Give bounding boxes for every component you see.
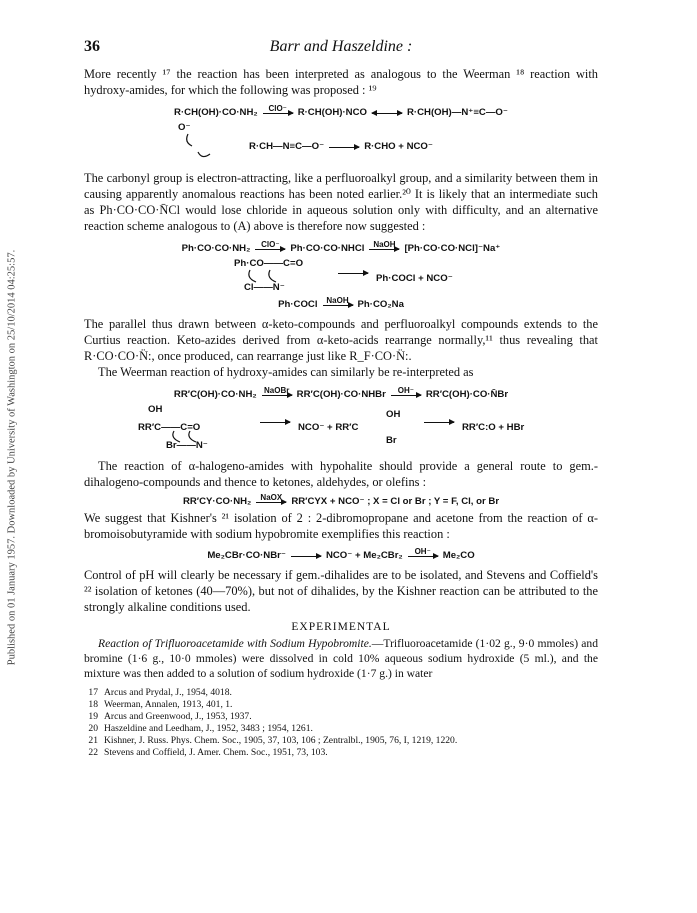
paragraph-6: We suggest that Kishner's ²¹ isolation of 2 : 2-dibromopropane and acetone from the reaction of α-bromoisobutyramide with sodium hypobromite exemplifies this reaction : bbox=[84, 511, 598, 541]
footnote: 17 Arcus and Prydal, J., 1954, 4018. bbox=[88, 687, 232, 698]
s4-bottom: Cl——N⁻ bbox=[244, 282, 285, 293]
footnote: 20 Haszeldine and Leedham, J., 1952, 3483 ; 1954, 1261. bbox=[88, 723, 313, 734]
s7-product: RR′C:O + HBr bbox=[462, 422, 525, 433]
s4-product: Ph·COCl + NCO⁻ bbox=[376, 273, 453, 284]
s6-arrow1: NaOBr bbox=[262, 386, 292, 400]
page bbox=[84, 38, 598, 759]
s5-reactant: Ph·COCl bbox=[278, 299, 318, 310]
paragraph-3: The parallel thus drawn between α-keto-compounds and perfluoroalkyl compounds extends to the Curtius reaction. Keto-azides derived from α-keto-acids rearrange normally,¹¹ thus revealing that R·CO·CO·N̈:, once produced, can rearrange just like R_F·CO·N̈:. bbox=[84, 317, 598, 363]
s3-arrow2: NaOH bbox=[369, 240, 399, 254]
paragraph-7: Control of pH will clearly be necessary if gem.-dihalides are to be isolated, and Stevens and Coffield's ²² isolation of ketones (40—70%), but not of dihalides, by the Kishner reaction can be attributed to the strongly alkaline conditions used. bbox=[84, 568, 598, 614]
s7-arrow1 bbox=[260, 413, 290, 427]
s9-intermediate: NCO⁻ + Me₂CBr₂ bbox=[325, 550, 403, 561]
s2-reactant: R·CH—N≡C—O⁻ bbox=[249, 141, 325, 152]
scheme-7 bbox=[84, 402, 598, 452]
s9-arrow1 bbox=[291, 547, 321, 561]
s3-product: [Ph·CO·CO·NCl]⁻Na⁺ bbox=[404, 243, 501, 254]
s4-arrow bbox=[338, 264, 368, 278]
s5-arrow: NaOH bbox=[323, 296, 353, 310]
s7-oh2: OH bbox=[386, 409, 401, 420]
s1-intermediate: R·CH(OH)·NCO bbox=[297, 107, 367, 118]
scheme-3 bbox=[84, 240, 598, 254]
s9-arrow2: OH⁻ bbox=[408, 547, 438, 561]
paragraph-4: The Weerman reaction of hydroxy-amides can similarly be re-interpreted as bbox=[98, 365, 474, 379]
s1-arrow1: ClO⁻ bbox=[263, 104, 293, 118]
s6-product: RR′C(OH)·CO·N̄Br bbox=[425, 389, 509, 400]
scheme-6 bbox=[84, 386, 598, 400]
running-title: Barr and Haszeldine : bbox=[269, 38, 413, 55]
s4-top: Ph·CO——C=O bbox=[234, 258, 304, 269]
scheme-9 bbox=[84, 547, 598, 561]
s8-product: RR′CYX + NCO⁻ ; X = Cl or Br ; Y = F, Cl, or Br bbox=[291, 496, 500, 507]
s2-oxide: O⁻ bbox=[178, 122, 191, 133]
s3-intermediate: Ph·CO·CO·NHCl bbox=[290, 243, 365, 254]
footnotes bbox=[84, 687, 598, 759]
s2-arrow bbox=[329, 138, 359, 152]
s7-arrow2 bbox=[424, 413, 454, 427]
s7-oh: OH bbox=[148, 404, 163, 415]
download-notice: Published on 01 January 1957. Downloaded by University of Washington on 25/10/2014 04:25:57. bbox=[6, 249, 18, 666]
s8-arrow: NaOX bbox=[256, 493, 286, 507]
scheme-8 bbox=[84, 493, 598, 507]
s5-product: Ph·CO₂Na bbox=[357, 299, 404, 310]
s1-arrow2 bbox=[372, 104, 402, 118]
s7-bottom: Br——N⁻ bbox=[166, 440, 208, 451]
experimental-paragraph bbox=[84, 636, 598, 681]
s7-intermediate: NCO⁻ + RR′C bbox=[298, 422, 359, 433]
s9-reactant: Me₂CBr·CO·NBr⁻ bbox=[207, 550, 286, 561]
paragraph-2: The carbonyl group is electron-attracting, like a perfluoroalkyl group, and a similarity between them in causing apparently anomalous reactions has been noted earlier.²⁰ It is likely that an intermediate such as Ph·CO·CO·N̄Cl would lose chloride in aqueous solution only with difficulty, and an alternative reaction scheme analogous to (A) above is therefore now suggested : bbox=[84, 171, 598, 233]
scheme-1 bbox=[84, 104, 598, 118]
page-header bbox=[84, 38, 598, 60]
s2-product: R·CHO + NCO⁻ bbox=[364, 141, 433, 152]
page-number: 36 bbox=[84, 38, 100, 55]
scheme-4 bbox=[84, 256, 598, 294]
s3-arrow1: ClO⁻ bbox=[255, 240, 285, 254]
scheme-5 bbox=[84, 296, 598, 310]
s9-product: Me₂CO bbox=[442, 550, 475, 561]
experimental-title: Reaction of Trifluoroacetamide with Sodium Hypobromite. bbox=[98, 637, 372, 650]
s7-br: Br bbox=[386, 435, 397, 446]
s3-reactant: Ph·CO·CO·NH₂ bbox=[181, 243, 251, 254]
footnote: 19 Arcus and Greenwood, J., 1953, 1937. bbox=[88, 711, 252, 722]
paragraph-5: The reaction of α-halogeno-amides with hypohalite should provide a general route to gem.-dihalogeno-compounds and thence to ketones, aldehydes, or olefins : bbox=[84, 459, 598, 489]
footnote: 18 Weerman, Annalen, 1913, 401, 1. bbox=[88, 699, 233, 710]
s6-arrow2: OH⁻ bbox=[391, 386, 421, 400]
paragraph-1: More recently ¹⁷ the reaction has been interpreted as analogous to the Weerman ¹⁸ reaction with hydroxy-amides, for which the following was proposed : ¹⁹ bbox=[84, 67, 598, 97]
s6-intermediate: RR′C(OH)·CO·NHBr bbox=[296, 389, 386, 400]
experimental-body: —Trifluoroacetamide (1·02 g., 9·0 mmoles) and bromine (1·6 g., 10·0 mmoles) were dissolved in cold 10% aqueous sodium hydroxide (5 ml.), and the mixture was then added to a solution of sodium hydroxide (1·7 g.) in water bbox=[84, 637, 599, 680]
s1-reactant: R·CH(OH)·CO·NH₂ bbox=[174, 107, 258, 118]
scheme-2 bbox=[84, 122, 598, 162]
footnote: 21 Kishner, J. Russ. Phys. Chem. Soc., 1905, 37, 103, 106 ; Zentralbl., 1905, 76, I, 1219, 1220. bbox=[88, 735, 458, 746]
s1-product: R·CH(OH)—N⁺≡C—O⁻ bbox=[406, 107, 508, 118]
s6-reactant: RR′C(OH)·CO·NH₂ bbox=[173, 389, 257, 400]
footnote: 22 Stevens and Coffield, J. Amer. Chem. Soc., 1951, 73, 103. bbox=[88, 747, 328, 758]
section-heading: EXPERIMENTAL bbox=[291, 621, 391, 633]
s8-reactant: RR′CY·CO·NH₂ bbox=[182, 496, 252, 507]
s7-reactant: RR′C——C=O bbox=[138, 422, 201, 433]
